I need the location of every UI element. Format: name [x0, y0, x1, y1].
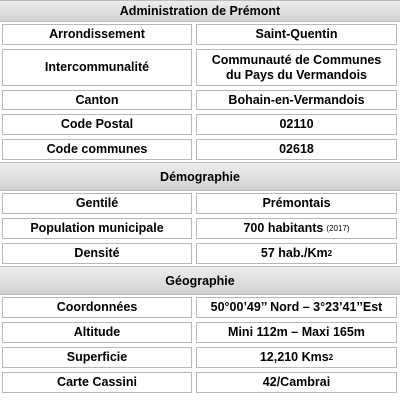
row-value: 50°00’49’’ Nord – 3°23’41’’Est — [196, 297, 397, 318]
section-header-geographie — [0, 266, 400, 295]
table-row-carte-cassini — [0, 370, 400, 395]
table-row-canton — [0, 88, 400, 112]
superficie-value: 12,210 Kms — [259, 350, 329, 364]
section-header-administration — [0, 0, 400, 22]
row-value: Mini 112m – Maxi 165m — [196, 322, 397, 343]
row-label: Gentilé — [2, 193, 192, 214]
table-row-altitude — [0, 320, 400, 345]
section-title: Administration de Prémont — [119, 4, 281, 18]
row-value — [196, 49, 397, 86]
value-line: du Pays du Vermandois — [225, 67, 367, 82]
table-row-intercommunalite — [0, 47, 400, 88]
row-value: 02618 — [196, 139, 397, 160]
row-label: Code Postal — [2, 114, 192, 135]
row-label: Superficie — [2, 347, 192, 368]
row-value: 42/Cambrai — [196, 372, 397, 393]
population-value: 700 habitants — [243, 221, 324, 235]
value-line: Communauté de Communes — [211, 52, 382, 67]
section-title: Démographie — [160, 169, 240, 184]
row-label: Population municipale — [2, 218, 192, 239]
row-label: Densité — [2, 243, 192, 264]
row-value: 02110 — [196, 114, 397, 135]
population-year: (2017) — [326, 224, 350, 233]
table-row-densite — [0, 241, 400, 266]
row-label: Code communes — [2, 139, 192, 160]
section-title: Géographie — [165, 273, 235, 288]
row-value — [196, 218, 397, 239]
row-label: Intercommunalité — [2, 49, 192, 86]
row-value: Prémontais — [196, 193, 397, 214]
row-value: 12,210 Kms 2 — [196, 347, 397, 368]
table-row-superficie — [0, 345, 400, 370]
row-value: Bohain-en-Vermandois — [196, 90, 397, 110]
table-row-gentile — [0, 191, 400, 216]
row-label: Coordonnées — [2, 297, 192, 318]
row-label: Carte Cassini — [2, 372, 192, 393]
table-row-arrondissement — [0, 22, 400, 47]
densite-value: 57 hab./Km — [260, 246, 328, 260]
table-row-coordonnees — [0, 295, 400, 320]
row-label: Arrondissement — [2, 24, 192, 45]
row-value: 57 hab./Km 2 — [196, 243, 397, 264]
section-header-demographie — [0, 162, 400, 191]
row-label: Altitude — [2, 322, 192, 343]
table-row-code-communes — [0, 137, 400, 162]
row-label: Canton — [2, 90, 192, 110]
table-row-population — [0, 216, 400, 241]
row-value: Saint-Quentin — [196, 24, 397, 45]
table-row-code-postal — [0, 112, 400, 137]
